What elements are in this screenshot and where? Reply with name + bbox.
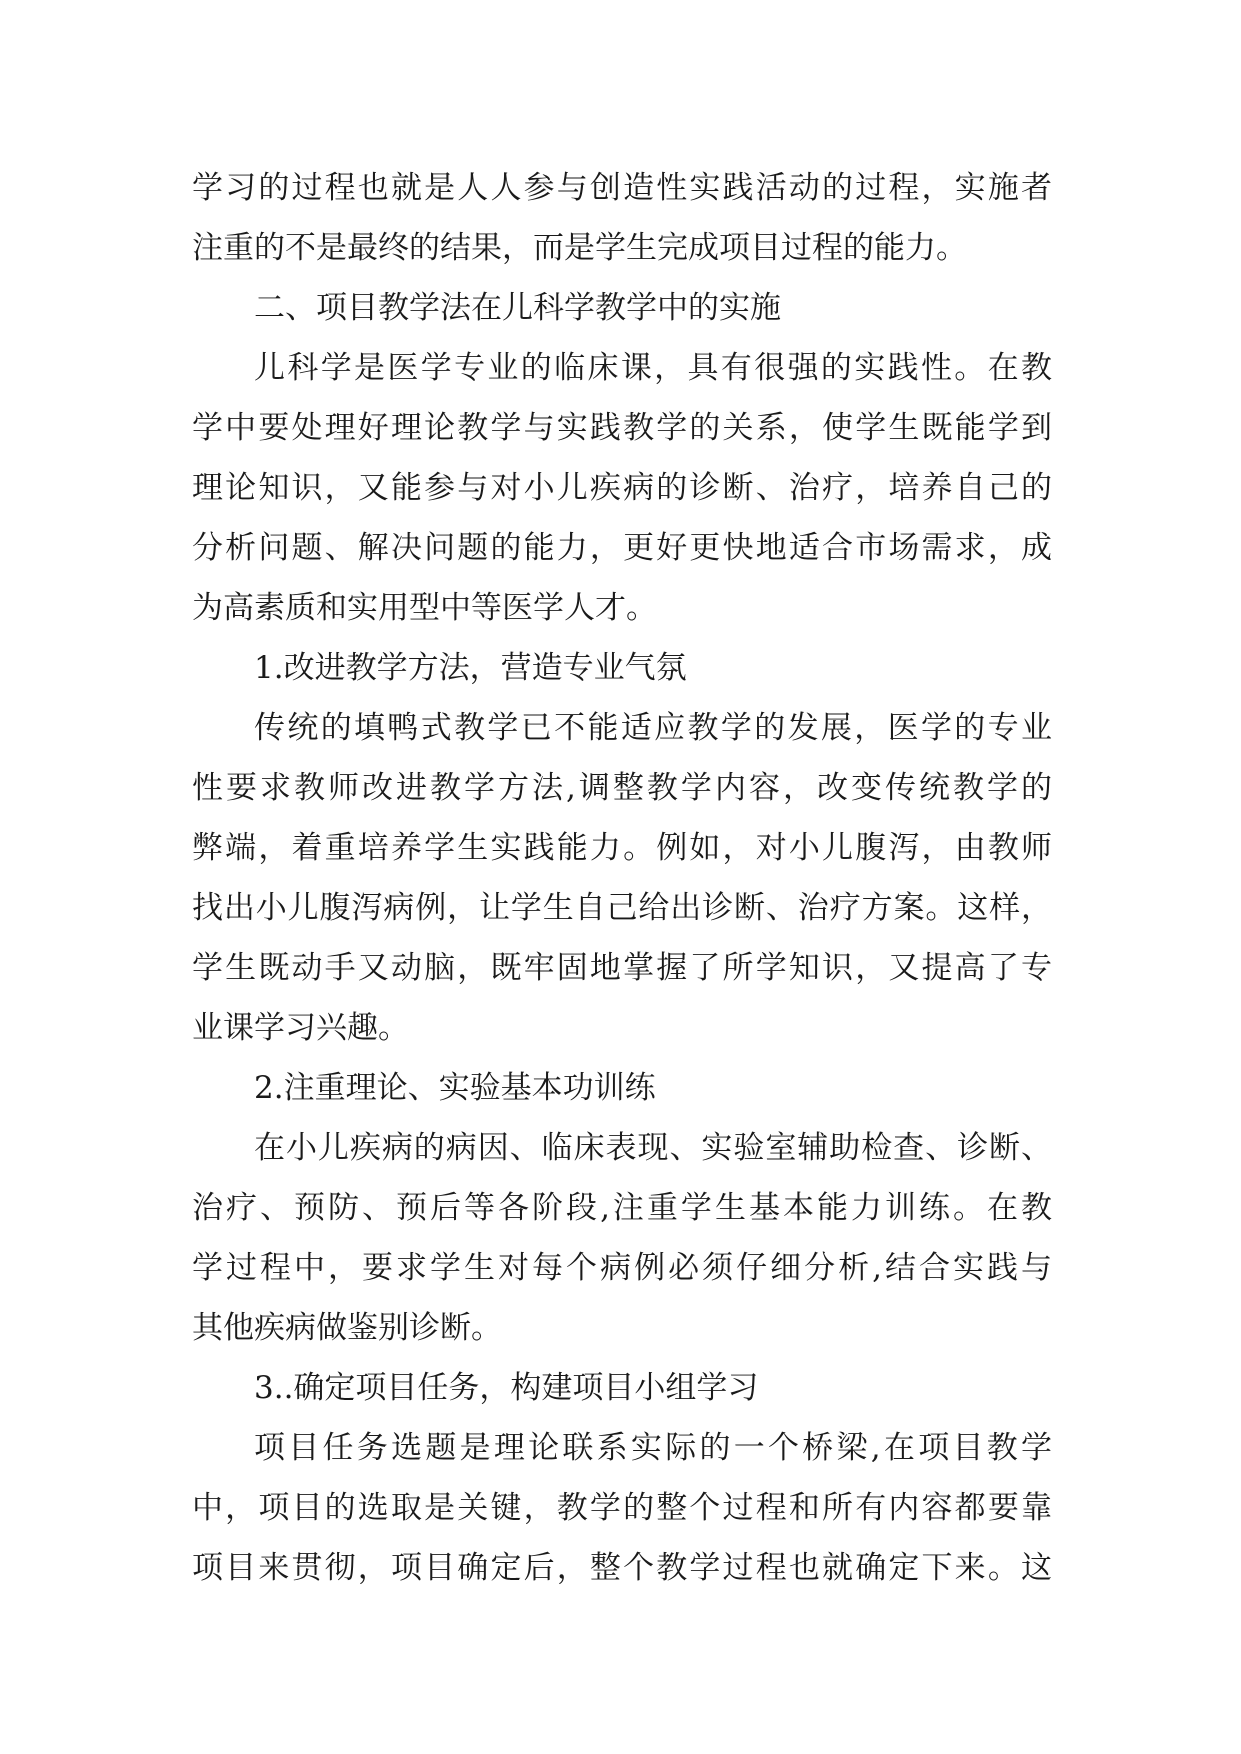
text-line: 为高素质和实用型中等医学人才。 [192, 590, 657, 626]
text-line: 注重的不是最终的结果，而是学生完成项目过程的能力。 [192, 230, 967, 266]
text-line: 弊端，着重培养学生实践能力。例如，对小儿腹泻，由教师 [192, 830, 1052, 866]
text-line: 治疗、预防、预后等各阶段,注重学生基本能力训练。在教 [192, 1190, 1052, 1226]
subsection-heading: 2.注重理论、实验基本功训练 [254, 1070, 656, 1106]
text-line: 其他疾病做鉴别诊断。 [192, 1310, 502, 1346]
text-line: 学中要处理好理论教学与实践教学的关系，使学生既能学到 [192, 410, 1052, 446]
text-line: 分析问题、解决问题的能力，更好更快地适合市场需求，成 [192, 530, 1052, 566]
text-line: 项目来贯彻，项目确定后，整个教学过程也就确定下来。这 [192, 1550, 1052, 1586]
subsection-heading: 3..确定项目任务，构建项目小组学习 [254, 1370, 759, 1406]
text-line: 学习的过程也就是人人参与创造性实践活动的过程，实施者 [192, 170, 1052, 206]
text-line: 在小儿疾病的病因、临床表现、实验室辅助检查、诊断、 [254, 1130, 1052, 1166]
text-line: 性要求教师改进教学方法,调整教学内容，改变传统教学的 [192, 770, 1052, 806]
text-line: 学过程中，要求学生对每个病例必须仔细分析,结合实践与 [192, 1250, 1052, 1286]
section-heading: 二、项目教学法在儿科学教学中的实施 [254, 290, 781, 326]
text-line: 理论知识，又能参与对小儿疾病的诊断、治疗，培养自己的 [192, 470, 1052, 506]
text-line: 业课学习兴趣。 [192, 1010, 409, 1046]
text-line: 项目任务选题是理论联系实际的一个桥梁,在项目教学 [254, 1430, 1052, 1466]
text-line: 传统的填鸭式教学已不能适应教学的发展，医学的专业 [254, 710, 1052, 746]
text-line: 儿科学是医学专业的临床课，具有很强的实践性。在教 [254, 350, 1052, 386]
subsection-heading: 1.改进教学方法，营造专业气氛 [254, 650, 687, 686]
text-line: 找出小儿腹泻病例，让学生自己给出诊断、治疗方案。这样， [192, 890, 1052, 926]
text-line: 中，项目的选取是关键，教学的整个过程和所有内容都要靠 [192, 1490, 1052, 1526]
text-line: 学生既动手又动脑，既牢固地掌握了所学知识，又提高了专 [192, 950, 1052, 986]
